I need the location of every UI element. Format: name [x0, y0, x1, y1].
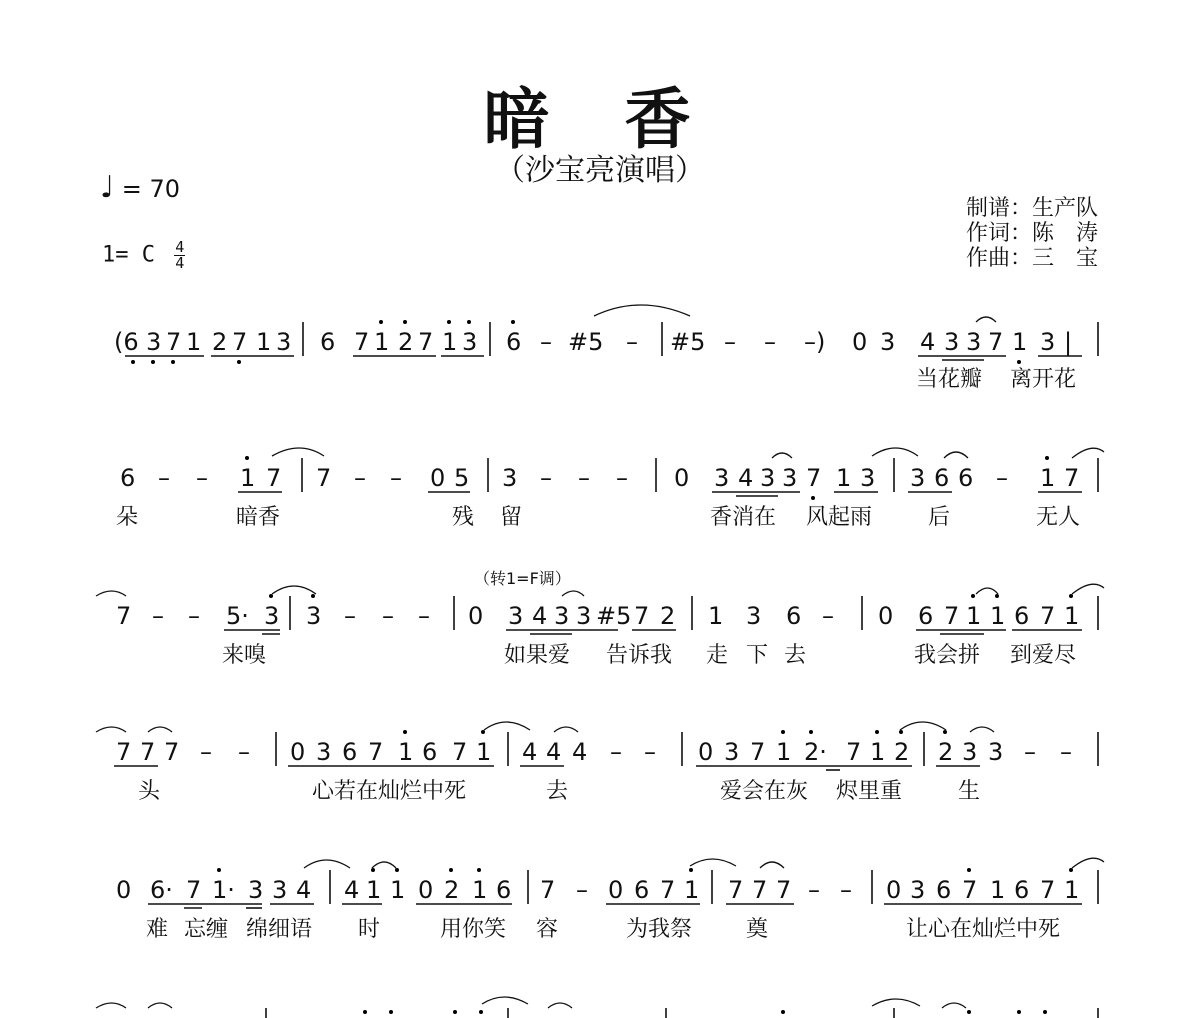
tie-arc [148, 1003, 172, 1008]
note: 7 [634, 602, 650, 630]
octave-dot [467, 320, 471, 324]
tie-arc [148, 727, 172, 732]
octave-dot [943, 730, 947, 734]
tie-arc [976, 588, 998, 594]
note: 7 [266, 464, 282, 492]
tie-arc [96, 591, 126, 596]
note: 1 [1064, 876, 1080, 904]
note: 5 [454, 464, 470, 492]
note: 0 [878, 602, 894, 630]
octave-dot [237, 360, 241, 364]
octave-dot [511, 320, 515, 324]
note: 1 [684, 876, 700, 904]
note: 0 [698, 738, 714, 766]
lyric: 残 [452, 505, 475, 530]
note: – [418, 602, 430, 630]
note: 4 [546, 738, 562, 766]
note: – [610, 738, 622, 766]
tie-arc [772, 453, 792, 458]
octave-dot [967, 868, 971, 872]
lyric: 到爱尽 [1010, 643, 1077, 668]
note: 3 [554, 602, 570, 630]
tie-arc [690, 859, 736, 866]
lyric: 让心在灿烂中死 [906, 917, 1061, 942]
note: – [344, 602, 356, 630]
lyric: 暗香 [236, 505, 281, 530]
octave-dot [1069, 868, 1073, 872]
tie-arc [900, 722, 946, 730]
note: 7 [116, 738, 132, 766]
modulation-marking: （转1=F调） [474, 569, 571, 588]
note: 7 [660, 876, 676, 904]
note: 1 [1040, 464, 1056, 492]
lyric: 难 [146, 917, 169, 942]
tie-arc [272, 448, 324, 456]
note: 3 [248, 876, 264, 904]
tie-arc [1072, 858, 1104, 868]
note: 4 [344, 876, 360, 904]
lyric: 离开花 [1010, 367, 1077, 392]
lyric: 香消在 [710, 505, 777, 530]
note: 1 [472, 876, 488, 904]
note: 3 [714, 464, 730, 492]
lyric: 去 [546, 779, 569, 804]
note: 3 [760, 464, 776, 492]
note: 0 [116, 876, 132, 904]
lyric: 风起雨 [806, 505, 873, 530]
note: 4 [738, 464, 754, 492]
octave-dot [967, 1010, 971, 1014]
octave-dot [363, 1010, 367, 1014]
note: 7 [752, 876, 768, 904]
score-line-4 [96, 722, 1098, 804]
credit-arranger: 制谱：生产队 [965, 196, 1098, 221]
octave-dot [781, 730, 785, 734]
note: 1 [398, 738, 414, 766]
tie-arc [372, 862, 396, 868]
note: 7 [988, 328, 1004, 356]
note: 3 [746, 602, 762, 630]
lyric: 爱会在灰 [720, 779, 809, 804]
note: 3 [316, 738, 332, 766]
lyric: 来嗅 [222, 643, 267, 668]
note: 0 [430, 464, 446, 492]
tie-arc [272, 586, 316, 594]
lyric: 为我祭 [626, 917, 693, 942]
tie-arc [944, 452, 968, 458]
note: 7 [806, 464, 822, 492]
note: 4 [920, 328, 936, 356]
note: 1 [990, 876, 1006, 904]
note: 3 [264, 602, 280, 630]
note: 3 [910, 876, 926, 904]
note: – [616, 464, 628, 492]
note: 7 [846, 738, 862, 766]
octave-dot [781, 1010, 785, 1014]
octave-dot [811, 496, 815, 500]
performer-subtitle: （沙宝亮演唱） [495, 153, 705, 188]
octave-dot [1043, 1010, 1047, 1014]
note: 3 [988, 738, 1004, 766]
note: 0 [674, 464, 690, 492]
tie-arc [96, 727, 126, 732]
lyric: 生 [958, 779, 981, 804]
lyric: 头 [138, 779, 161, 804]
octave-dot [453, 1010, 457, 1014]
note: 7 [540, 876, 556, 904]
note: 3 [860, 464, 876, 492]
note: – [238, 738, 250, 766]
note: 6 [342, 738, 358, 766]
note: 7 [166, 328, 182, 356]
note: – [196, 464, 208, 492]
note: 3 [502, 464, 518, 492]
note: 0 [290, 738, 306, 766]
lyric: 烬里重 [836, 779, 903, 804]
note: 6 [1014, 876, 1030, 904]
note: 6 [958, 464, 974, 492]
note: – [808, 876, 820, 904]
lyric: 容 [536, 917, 559, 942]
note: – [540, 328, 552, 356]
note: – [1024, 738, 1036, 766]
note: 3 [508, 602, 524, 630]
lyric: 绵细语 [246, 917, 313, 942]
tie-arc [872, 999, 920, 1006]
note: 7 [1040, 876, 1056, 904]
octave-dot [151, 360, 155, 364]
note: #5 [670, 328, 706, 356]
score-line-6-partial [96, 997, 1098, 1018]
octave-dot [1045, 456, 1049, 460]
note: – [188, 602, 200, 630]
note: 2 [938, 738, 954, 766]
note: 7 [944, 602, 960, 630]
note: 7 [354, 328, 370, 356]
octave-dot [269, 594, 273, 598]
note: – [390, 464, 402, 492]
note: 6 [496, 876, 512, 904]
octave-dot [481, 730, 485, 734]
octave-dot [809, 730, 813, 734]
note: #5 [568, 328, 604, 356]
note: 1 [256, 328, 272, 356]
lyric: 时 [358, 917, 381, 942]
lyric: 忘缠 [184, 917, 229, 942]
octave-dot [395, 868, 399, 872]
tie-arc [942, 1003, 966, 1008]
tie-arc [554, 727, 578, 732]
tie-arc [548, 1003, 572, 1008]
tie-arc [760, 862, 784, 868]
note: – [158, 464, 170, 492]
note: 1 [1064, 602, 1080, 630]
time-denominator: 4 [175, 254, 185, 272]
note: 3 [880, 328, 896, 356]
lyric: 走 [706, 643, 729, 668]
note: – [576, 876, 588, 904]
octave-dot [1069, 594, 1073, 598]
tie-arc [976, 317, 996, 322]
octave-dot [995, 594, 999, 598]
note: 1 [870, 738, 886, 766]
lyric: 我会拼 [914, 643, 981, 668]
note: – [354, 464, 366, 492]
octave-dot [689, 868, 693, 872]
note: – [840, 876, 852, 904]
note: 6 [320, 328, 336, 356]
note: 1 [990, 602, 1006, 630]
note: 0 [608, 876, 624, 904]
note: 7 [140, 738, 156, 766]
octave-dot [1017, 1010, 1021, 1014]
tie-arc [484, 722, 530, 730]
note: 3 [306, 602, 322, 630]
octave-dot [379, 320, 383, 324]
note: 3 [1040, 328, 1056, 356]
note: 3 [276, 328, 292, 356]
note: 3 [576, 602, 592, 630]
note: 2· [804, 738, 827, 766]
octave-dot [875, 730, 879, 734]
tie-arc [594, 305, 690, 316]
note: 1 [476, 738, 492, 766]
note: – [578, 464, 590, 492]
note: 1 [776, 738, 792, 766]
octave-dot [1017, 360, 1021, 364]
note: 6· [150, 876, 173, 904]
note: – [724, 328, 736, 356]
credit-lyricist: 作词：陈 涛 [965, 221, 1098, 246]
octave-dot [311, 594, 315, 598]
lyric: 告诉我 [606, 643, 673, 668]
octave-dot [449, 868, 453, 872]
octave-dot [371, 868, 375, 872]
tempo-value: = 70 [121, 175, 181, 203]
note: 7 [116, 602, 132, 630]
tie-arc [970, 727, 994, 732]
note: 7 [776, 876, 792, 904]
tie-arc [1072, 448, 1104, 458]
tie-arc [872, 448, 918, 456]
note: 5· [226, 602, 249, 630]
note: 2 [894, 738, 910, 766]
tie-arc [96, 1003, 126, 1008]
note: 7 [1064, 464, 1080, 492]
note: 7 [164, 738, 180, 766]
note: 1 [186, 328, 202, 356]
note: (6 [114, 328, 139, 356]
note: 2 [660, 602, 676, 630]
note: 3 [782, 464, 798, 492]
note: – [382, 602, 394, 630]
note: 2 [444, 876, 460, 904]
octave-dot [971, 594, 975, 598]
note: 1 [374, 328, 390, 356]
note: 0 [468, 602, 484, 630]
lyric: 下 [746, 643, 769, 668]
note: 4 [532, 602, 548, 630]
tie-arc [562, 591, 584, 596]
note: 3 [910, 464, 926, 492]
octave-dot [477, 868, 481, 872]
note: 6 [936, 876, 952, 904]
note: 1 [366, 876, 382, 904]
note: – [822, 602, 834, 630]
note: 1 [708, 602, 724, 630]
song-title: 暗 香 [483, 81, 717, 158]
lyric: 去 [784, 643, 807, 668]
note: 7 [418, 328, 434, 356]
note: 0 [418, 876, 434, 904]
note: 7 [962, 876, 978, 904]
note: 1 [390, 876, 406, 904]
score-line-1 [114, 305, 1098, 392]
note: 7 [368, 738, 384, 766]
octave-dot [479, 1010, 483, 1014]
note: 7 [452, 738, 468, 766]
octave-dot [217, 868, 221, 872]
lyric: 无人 [1036, 505, 1081, 530]
credit-composer: 作曲：三 宝 [965, 246, 1098, 271]
note: 6 [120, 464, 136, 492]
lyric: 用你笑 [440, 917, 507, 942]
note: 6 [1014, 602, 1030, 630]
note: 2 [398, 328, 414, 356]
note: 4 [296, 876, 312, 904]
lyric: 奠 [746, 917, 769, 942]
note: 0 [886, 876, 902, 904]
octave-dot [403, 320, 407, 324]
lyric: 当花瓣 [916, 367, 983, 392]
note: 3 [724, 738, 740, 766]
octave-dot [389, 1010, 393, 1014]
note: 6 [634, 876, 650, 904]
note: 1· [212, 876, 235, 904]
octave-dot [447, 320, 451, 324]
note: 3 [462, 328, 478, 356]
octave-dot [171, 360, 175, 364]
note: 3 [272, 876, 288, 904]
lyric: 后 [928, 505, 951, 530]
note: 6 [786, 602, 802, 630]
octave-dot [245, 456, 249, 460]
note: | [1064, 328, 1073, 356]
note: 7 [186, 876, 202, 904]
octave-dot [403, 730, 407, 734]
note: 6 [918, 602, 934, 630]
note: #5 [596, 602, 632, 630]
note: – [626, 328, 638, 356]
note: 2 [212, 328, 228, 356]
note: – [152, 602, 164, 630]
lyric: 朵 [116, 505, 139, 530]
lyric: 心若在灿烂中死 [312, 779, 467, 804]
note: 1 [836, 464, 852, 492]
lyric: 如果爱 [504, 643, 571, 668]
note: 4 [522, 738, 538, 766]
note: 3 [966, 328, 982, 356]
time-numerator: 4 [175, 238, 185, 256]
score-line-3 [96, 569, 1104, 668]
note: – [644, 738, 656, 766]
note: 7 [316, 464, 332, 492]
score-line-2 [116, 448, 1104, 530]
repeat-start: 0 [852, 328, 868, 356]
note: 1 [1012, 328, 1028, 356]
note: 3 [944, 328, 960, 356]
octave-dot [899, 730, 903, 734]
note: – [996, 464, 1008, 492]
note: 1 [442, 328, 458, 356]
note: – [540, 464, 552, 492]
note: 7 [232, 328, 248, 356]
note: 1 [240, 464, 256, 492]
note: 7 [750, 738, 766, 766]
key-label: 1= C [102, 242, 155, 268]
note: 6 [422, 738, 438, 766]
quarter-note-icon: ♩ [100, 170, 115, 205]
note: 7 [1040, 602, 1056, 630]
score-line-5 [116, 858, 1104, 942]
note: – [1060, 738, 1072, 766]
octave-dot [131, 360, 135, 364]
note: – [200, 738, 212, 766]
note: 6 [934, 464, 950, 492]
note: 1 [966, 602, 982, 630]
note: 3 [962, 738, 978, 766]
lyric: 留 [500, 505, 523, 530]
tie-arc [1072, 584, 1104, 594]
note: 3 [146, 328, 162, 356]
note: 7 [728, 876, 744, 904]
tie-arc [304, 860, 350, 868]
tie-arc [482, 997, 528, 1004]
note: –) [804, 328, 826, 356]
note: – [764, 328, 776, 356]
note: 4 [572, 738, 588, 766]
note: 6 [506, 328, 522, 356]
